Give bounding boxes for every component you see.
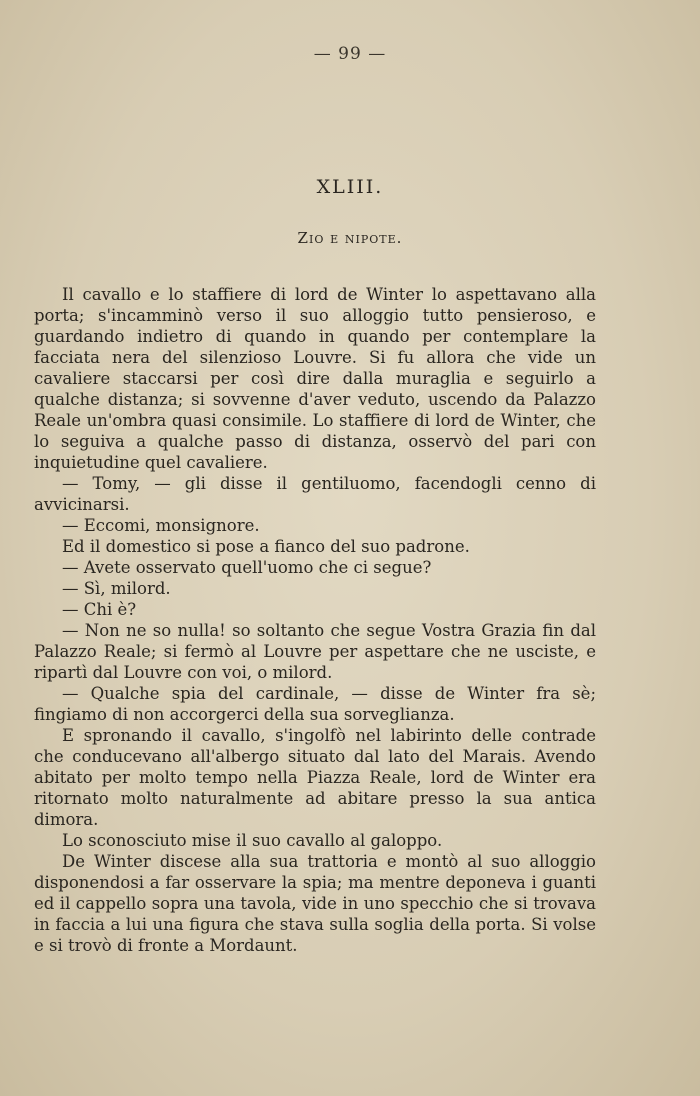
paragraph: — Eccomi, monsignore. bbox=[62, 516, 260, 535]
body-text bbox=[34, 284, 596, 956]
page-number: — 99 — bbox=[313, 44, 387, 64]
paragraph: De Winter discese alla sua trattoria e montò al suo alloggio disponendosi a far osservare la spia; ma mentre deponeva i guanti ed il cappello sopra una tavola, vide in uno specchio che si trovava in faccia a lui una figura che stava sulla soglia della porta. Si volse e si trovò di fronte a Mordaunt. bbox=[34, 852, 596, 955]
paragraph: — Sì, milord. bbox=[62, 579, 171, 598]
paragraph: E spronando il cavallo, s'ingolfò nel labirinto delle contrade che conducevano all'albergo situato dal lato del Marais. Avendo abitato per molto tempo nella Piazza Reale, lord de Winter era ritornato molto naturalmente ad abitare presso la sua antica dimora. bbox=[34, 726, 596, 829]
paragraph: — Avete osservato quell'uomo che ci segue? bbox=[62, 558, 432, 577]
paragraph: — Chi è? bbox=[62, 600, 137, 619]
paragraph: Ed il domestico si pose a fianco del suo padrone. bbox=[62, 537, 470, 556]
paragraph: — Non ne so nulla! so soltanto che segue Vostra Grazia fin dal Palazzo Reale; si fermò al Louvre per aspettare che ne usciste, e ripartì dal Louvre con voi, o milord. bbox=[34, 621, 596, 682]
paragraph: — Tomy, — gli disse il gentiluomo, facendogli cenno di avvicinarsi. bbox=[34, 474, 596, 514]
paragraph: — Qualche spia del cardinale, — disse de Winter fra sè; fingiamo di non accorgerci della sua sorveglianza. bbox=[34, 684, 596, 724]
paragraph: Il cavallo e lo staffiere di lord de Winter lo aspettavano alla porta; s'incamminò verso il suo alloggio tutto pensieroso, e guardando indietro di quando in quando per contemplare la facciata nera del silenzioso Louvre. Si fu allora che vide un cavaliere staccarsi per così dire dalla muraglia e seguirlo a qualche distanza; si sovvenne d'aver veduto, uscendo da Palazzo Reale un'ombra quasi consimile. Lo staffiere di lord de Winter, che lo seguiva a qualche passo di distanza, osservò del pari con inquietudine quel cavaliere. bbox=[34, 285, 596, 472]
chapter-number: XLIII. bbox=[316, 176, 384, 198]
chapter-title: Zio e nipote. bbox=[297, 229, 403, 247]
paragraph: Lo sconosciuto mise il suo cavallo al galoppo. bbox=[62, 831, 443, 850]
